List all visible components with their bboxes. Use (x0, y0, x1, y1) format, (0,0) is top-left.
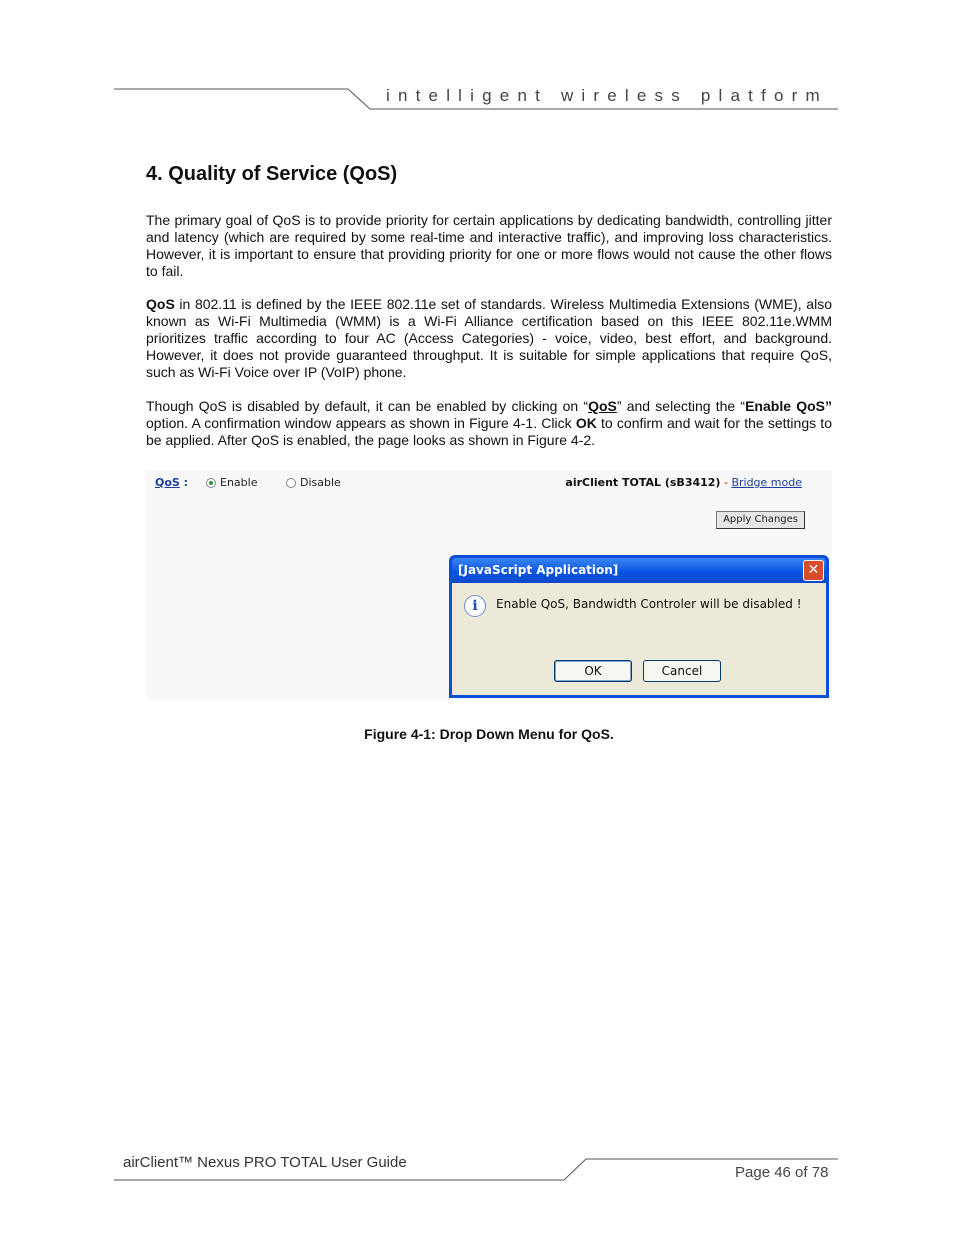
figure-qos-screenshot (146, 470, 832, 700)
enable-qos-term: Enable QoS” (745, 398, 832, 414)
dialog-titlebar[interactable] (452, 558, 826, 583)
footer-page-number: Page 46 of 78 (735, 1164, 829, 1181)
info-icon: i (464, 595, 486, 617)
qos-menu-link[interactable]: QoS (155, 476, 180, 489)
radio-selected-icon[interactable] (206, 478, 216, 488)
close-icon[interactable]: ✕ (803, 560, 824, 581)
apply-changes-button[interactable]: Apply Changes (716, 511, 805, 529)
qos-term: QoS (146, 296, 175, 312)
header-tagline: intelligent wireless platform (386, 86, 828, 105)
paragraph-text: Though QoS is disabled by default, it can be enabled by clicking on “ (146, 398, 589, 414)
ok-button[interactable]: OK (554, 660, 632, 682)
footer-guide-title: airClient™ Nexus PRO TOTAL User Guide (123, 1154, 407, 1171)
paragraph-text: option. A confirmation window appears as shown in Figure 4-1. Click (146, 415, 576, 431)
section-title: 4. Quality of Service (QoS) (146, 163, 398, 185)
radio-disable-label: Disable (300, 476, 341, 489)
dialog-message: Enable QoS, Bandwidth Controler will be disabled ! (496, 597, 802, 611)
qos-colon: : (179, 476, 189, 489)
paragraph-text: to confirm and wait for the settings to be applied. After QoS is enabled, the page looks as shown in Figure 4-2. (146, 415, 832, 448)
paragraph-enable-qos (146, 398, 832, 449)
radio-unselected-icon[interactable] (286, 478, 296, 488)
qos-menu-label[interactable] (155, 476, 188, 489)
device-separator: - (720, 476, 732, 489)
radio-enable-label: Enable (220, 476, 258, 489)
device-name: airClient TOTAL (sB3412) (565, 476, 721, 489)
javascript-dialog (449, 555, 829, 698)
paragraph-qos-goal (146, 212, 832, 280)
paragraph-qos-80211 (146, 296, 832, 381)
ok-term: OK (575, 415, 597, 431)
qos-link[interactable]: QoS (588, 398, 617, 414)
bridge-mode-link[interactable]: Bridge mode (731, 476, 802, 489)
cancel-button[interactable]: Cancel (643, 660, 721, 682)
paragraph-text: in 802.11 is defined by the IEEE 802.11e set of standards. Wireless Multimedia Extensions (WME), also known as Wi-Fi Multimedia (WMM) is a Wi-Fi Alliance certification based on this IEEE 802.11e.WMM prioritizes traffic according to four AC (Access Categories) - voice, video, best effort, and background. However, it does not provide guaranteed throughput. It is suitable for simple applications that require QoS, such as Wi-Fi Voice over IP (VoIP) phone. (146, 296, 832, 380)
paragraph-text: ” and selecting the “ (616, 398, 746, 414)
radio-disable[interactable] (286, 476, 341, 489)
dialog-body (452, 583, 826, 695)
device-title (565, 476, 802, 489)
figure-caption: Figure 4-1: Drop Down Menu for QoS. (364, 726, 614, 742)
radio-enable[interactable] (206, 476, 257, 489)
paragraph-text: The primary goal of QoS is to provide priority for certain applications by dedicating bandwidth, controlling jitter and latency (which are required by some real-time and interactive traffic), and improving loss characteristics. However, it is important to ensure that providing priority for one or more flows would not cause the other flows to fail. (146, 212, 832, 279)
dialog-title: [JavaScript Application] (458, 563, 619, 577)
